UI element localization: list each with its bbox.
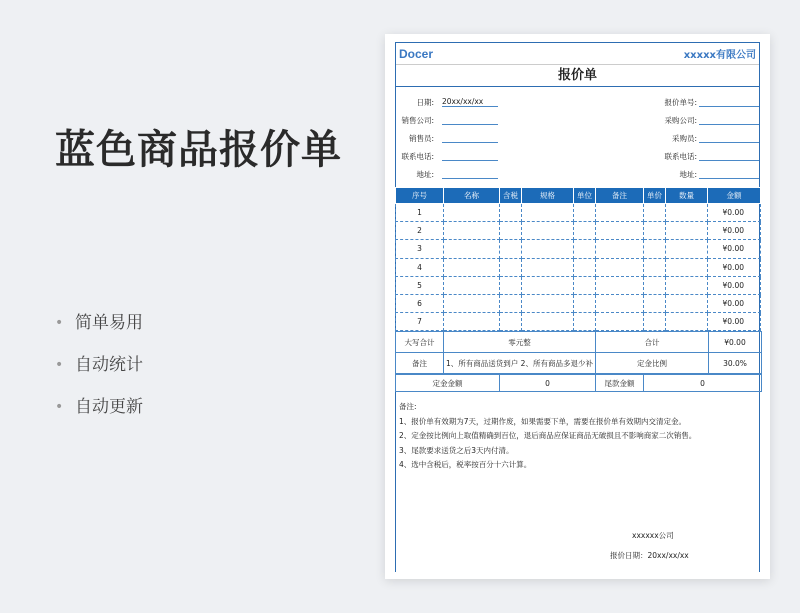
column-header: 数量 — [666, 188, 708, 204]
deposit-row: 定金金额 0 尾款金额 0 — [396, 375, 762, 392]
row-number[interactable]: 4 — [396, 258, 444, 276]
sales-address-field[interactable] — [442, 165, 498, 179]
table-row — [396, 240, 761, 258]
table-cell[interactable] — [644, 240, 666, 258]
items-table — [395, 187, 761, 331]
table-cell[interactable] — [444, 276, 500, 294]
table-cell[interactable] — [596, 204, 644, 222]
table-cell[interactable] — [444, 313, 500, 331]
table-cell[interactable] — [596, 294, 644, 312]
bullet-icon: • — [55, 357, 64, 373]
buyer-phone-field[interactable] — [699, 147, 759, 161]
table-header-row — [396, 188, 761, 204]
table-cell[interactable] — [666, 313, 708, 331]
note-line: 4、选中含税后，税率按百分十六计算。 — [399, 460, 532, 470]
table-cell[interactable] — [500, 240, 522, 258]
row-amount[interactable]: ¥0.00 — [708, 258, 761, 276]
table-cell[interactable] — [644, 276, 666, 294]
summary-table — [395, 331, 762, 374]
column-header: 备注 — [596, 188, 644, 204]
summary-row: 备注 1、所有商品送货到户 2、所有商品多退少补 定金比例 30.0% — [396, 353, 762, 374]
quote-number-field[interactable] — [699, 93, 759, 107]
table-cell[interactable] — [500, 222, 522, 240]
column-header: 规格 — [522, 188, 574, 204]
table-cell[interactable] — [444, 204, 500, 222]
date-field[interactable]: 20xx/xx/xx — [442, 93, 498, 107]
summary-row: 大写合计 零元整 合计 ¥0.00 — [396, 332, 762, 353]
remark-value: 1、所有商品送货到户 2、所有商品多退少补 — [444, 353, 596, 374]
table-cell[interactable] — [574, 222, 596, 240]
row-amount[interactable]: ¥0.00 — [708, 240, 761, 258]
table-cell[interactable] — [522, 204, 574, 222]
table-cell[interactable] — [666, 276, 708, 294]
table-cell[interactable] — [666, 240, 708, 258]
column-header: 含税 — [500, 188, 522, 204]
table-cell[interactable] — [666, 294, 708, 312]
bullet-icon: • — [55, 315, 64, 331]
note-line: 3、尾款要求送货之后3天内付清。 — [399, 445, 514, 455]
deposit-table — [395, 374, 762, 392]
table-row — [396, 294, 761, 312]
info-row: 联系电话: 联系电话: — [396, 147, 759, 163]
sheet-header — [396, 43, 759, 65]
table-cell[interactable] — [574, 294, 596, 312]
row-number[interactable]: 3 — [396, 240, 444, 258]
footer-date: 报价日期：20xx/xx/xx — [610, 551, 689, 560]
table-row — [396, 276, 761, 294]
table-cell[interactable] — [574, 313, 596, 331]
table-cell[interactable] — [596, 313, 644, 331]
table-cell[interactable] — [500, 258, 522, 276]
table-cell[interactable] — [596, 240, 644, 258]
table-cell[interactable] — [644, 313, 666, 331]
buyer-field[interactable] — [699, 129, 759, 143]
table-cell[interactable] — [596, 276, 644, 294]
company-name: xxxxx有限公司 — [683, 50, 756, 61]
table-cell[interactable] — [500, 276, 522, 294]
row-amount[interactable]: ¥0.00 — [708, 276, 761, 294]
hero-title: 蓝色商品报价单 — [55, 127, 342, 173]
feature-item: • 自动统计 — [55, 355, 143, 375]
table-row — [396, 313, 761, 331]
column-header: 序号 — [396, 188, 444, 204]
table-cell[interactable] — [574, 258, 596, 276]
note-line: 2、定金按比例向上取值精确到百位，退后商品应保证商品无破损且不影响商家二次销售。 — [399, 431, 697, 441]
row-amount[interactable]: ¥0.00 — [708, 222, 761, 240]
row-amount[interactable]: ¥0.00 — [708, 204, 761, 222]
purchase-company-field[interactable] — [699, 111, 759, 125]
column-header: 单价 — [644, 188, 666, 204]
row-amount[interactable]: ¥0.00 — [708, 313, 761, 331]
table-cell[interactable] — [574, 276, 596, 294]
table-cell[interactable] — [522, 240, 574, 258]
salesperson-field[interactable] — [442, 129, 498, 143]
row-amount[interactable]: ¥0.00 — [708, 294, 761, 312]
quote-sheet-preview — [385, 34, 770, 579]
footer-company: xxxxxx公司 — [632, 531, 674, 540]
note-line: 1、报价单有效期为7天，过期作废，如果需要下单，需要在报价单有效期内交清定金。 — [399, 416, 687, 426]
deposit-ratio: 30.0% — [709, 353, 762, 374]
table-cell[interactable] — [644, 294, 666, 312]
info-row: 日期: 20xx/xx/xx 报价单号: — [396, 93, 759, 109]
table-cell[interactable] — [596, 258, 644, 276]
feature-item: • 简单易用 — [55, 313, 143, 333]
table-cell[interactable] — [666, 222, 708, 240]
total-amount: ¥0.00 — [709, 332, 762, 353]
table-cell[interactable] — [522, 222, 574, 240]
notes-title: 备注: — [399, 402, 417, 412]
table-cell[interactable] — [574, 240, 596, 258]
column-header: 单位 — [574, 188, 596, 204]
table-cell[interactable] — [500, 294, 522, 312]
info-block — [396, 87, 759, 187]
table-row — [396, 204, 761, 222]
table-cell[interactable] — [574, 204, 596, 222]
sheet-frame — [395, 42, 760, 572]
sales-company-field[interactable] — [442, 111, 498, 125]
balance-amount: 0 — [644, 375, 762, 392]
table-cell[interactable] — [500, 313, 522, 331]
feature-list — [55, 312, 143, 438]
document-title: 报价单 — [396, 65, 759, 87]
table-cell[interactable] — [644, 204, 666, 222]
table-cell[interactable] — [644, 258, 666, 276]
sales-phone-field[interactable] — [442, 147, 498, 161]
info-row: 销售员: 采购员: — [396, 129, 759, 145]
brand-logo: Docer — [399, 46, 434, 61]
row-number[interactable]: 1 — [396, 204, 444, 222]
amount-in-words: 零元整 — [444, 332, 596, 353]
table-row — [396, 222, 761, 240]
table-cell[interactable] — [444, 222, 500, 240]
info-row: 地址: 地址: — [396, 165, 759, 181]
deposit-amount: 0 — [500, 375, 596, 392]
row-number[interactable]: 5 — [396, 276, 444, 294]
table-cell[interactable] — [444, 258, 500, 276]
table-cell[interactable] — [666, 258, 708, 276]
column-header: 名称 — [444, 188, 500, 204]
notes-block — [396, 392, 759, 473]
info-row: 销售公司: 采购公司: — [396, 111, 759, 127]
row-number[interactable]: 2 — [396, 222, 444, 240]
table-cell[interactable] — [522, 313, 574, 331]
feature-item: • 自动更新 — [55, 397, 143, 417]
table-cell[interactable] — [444, 240, 500, 258]
table-cell[interactable] — [522, 294, 574, 312]
table-cell[interactable] — [596, 222, 644, 240]
column-header: 金额 — [708, 188, 761, 204]
table-cell[interactable] — [666, 204, 708, 222]
table-cell[interactable] — [500, 204, 522, 222]
table-cell[interactable] — [644, 222, 666, 240]
table-cell[interactable] — [522, 258, 574, 276]
buyer-address-field[interactable] — [699, 165, 759, 179]
row-number[interactable]: 6 — [396, 294, 444, 312]
bullet-icon: • — [55, 399, 64, 415]
table-cell[interactable] — [444, 294, 500, 312]
row-number[interactable]: 7 — [396, 313, 444, 331]
table-row — [396, 258, 761, 276]
table-cell[interactable] — [522, 276, 574, 294]
